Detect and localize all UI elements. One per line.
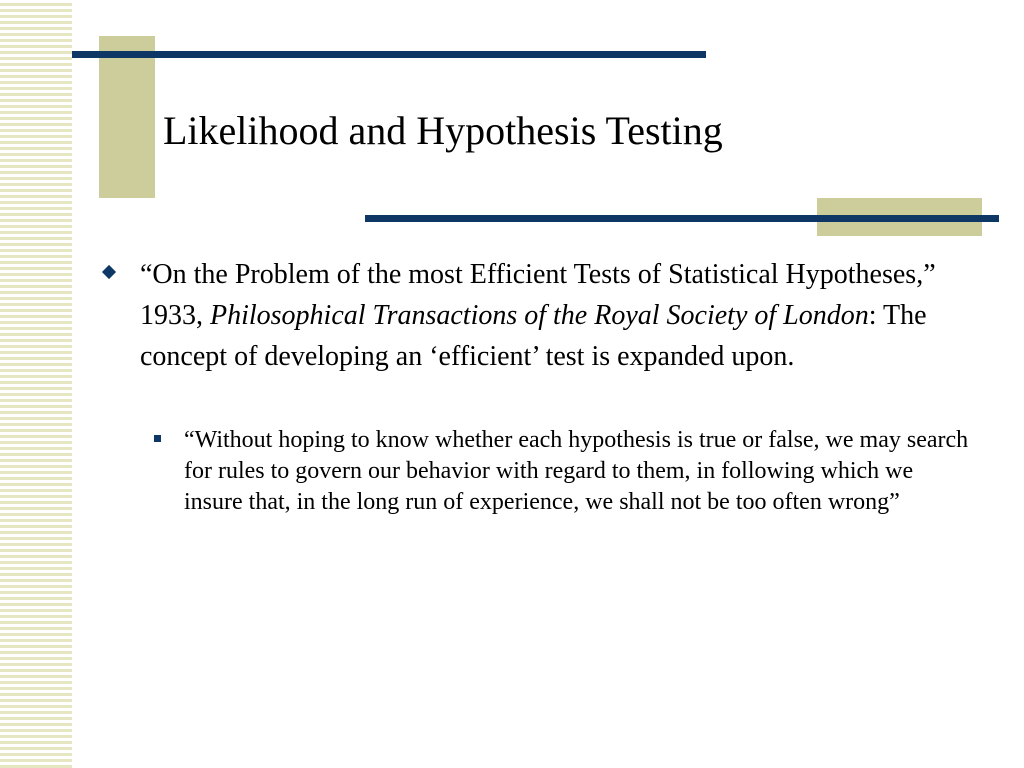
- slide-title: Likelihood and Hypothesis Testing: [163, 108, 723, 153]
- title-accent-block: [99, 36, 155, 198]
- diamond-bullet-icon: [102, 265, 116, 279]
- left-stripe-border: [0, 0, 72, 768]
- square-bullet-icon: [154, 435, 161, 442]
- bullet-text-1-part-2: : The concept of developing an ‘efficient’ test is expanded upon.: [140, 300, 927, 372]
- sub-bullet-text-1: “Without hoping to know whether each hypothesis is true or false, we may search for rules to govern our behavior with regard to them, in following which we insure that, in the long run of experience, we shall not be too often wrong”: [184, 427, 969, 515]
- bullet-text-1-italic: Philosophical Transactions of the Royal Society of London: [210, 300, 869, 331]
- bullet-text-1-part-1: “On the Problem of the most Efficient Tests of Statistical Hypotheses,” 1933,: [140, 259, 936, 331]
- bottom-divider-line: [365, 215, 999, 222]
- bullet-text-1: [140, 254, 980, 377]
- top-divider-line: [72, 51, 706, 58]
